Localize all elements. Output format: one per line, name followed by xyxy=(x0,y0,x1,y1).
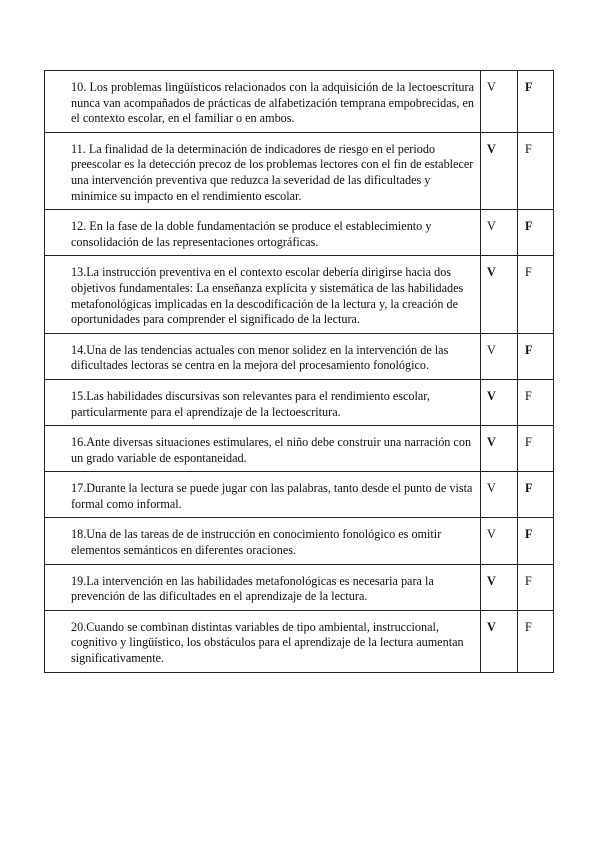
question-text: Una de las tendencias actuales con menor solidez en la intervención de las dificultades lectoras se centra en la mejora del procesamiento fonológico. xyxy=(71,342,449,373)
question-cell xyxy=(45,518,481,564)
option-false[interactable]: F xyxy=(518,426,554,472)
question-row xyxy=(45,472,554,518)
question-cell xyxy=(45,210,481,256)
option-true[interactable]: V xyxy=(481,518,518,564)
option-false[interactable]: F xyxy=(518,256,554,333)
question-row xyxy=(45,333,554,379)
question-cell xyxy=(45,71,481,133)
question-row xyxy=(45,426,554,472)
question-row xyxy=(45,132,554,209)
question-number: 19. xyxy=(71,573,87,588)
question-row xyxy=(45,564,554,610)
question-number: 20. xyxy=(71,619,87,634)
question-row xyxy=(45,610,554,672)
question-text: Cuando se combinan distintas variables de tipo ambiental, instruccional, cognitivo y lingüístico, los obstáculos para el aprendizaje de la lectura aumentan significativamente. xyxy=(71,619,464,666)
option-false[interactable]: F xyxy=(518,564,554,610)
question-text: Las habilidades discursivas son relevantes para el rendimiento escolar, particularmente para el aprendizaje de la lectoescritura. xyxy=(71,388,430,419)
question-row xyxy=(45,518,554,564)
question-text: La intervención en las habilidades metafonológicas es necesaria para la prevención de las dificultades en el aprendizaje de la lectura. xyxy=(71,573,434,604)
option-true[interactable]: V xyxy=(481,71,518,133)
option-false[interactable]: F xyxy=(518,379,554,425)
option-false[interactable]: F xyxy=(518,210,554,256)
question-row xyxy=(45,71,554,133)
option-true[interactable]: V xyxy=(481,333,518,379)
question-number: 11. xyxy=(71,141,86,156)
question-number: 16. xyxy=(71,435,87,450)
question-cell xyxy=(45,610,481,672)
option-true[interactable]: V xyxy=(481,132,518,209)
question-cell xyxy=(45,426,481,472)
option-true[interactable]: V xyxy=(481,210,518,256)
option-false[interactable]: F xyxy=(518,610,554,672)
question-cell xyxy=(45,132,481,209)
question-text: Durante la lectura se puede jugar con las palabras, tanto desde el punto de vista formal como informal. xyxy=(71,481,473,511)
true-false-table-body xyxy=(45,71,554,673)
option-false[interactable]: F xyxy=(518,472,554,518)
question-number: 12. xyxy=(71,219,87,234)
question-row xyxy=(45,379,554,425)
option-false[interactable]: F xyxy=(518,333,554,379)
question-number: 13. xyxy=(71,265,87,280)
question-row xyxy=(45,256,554,333)
option-true[interactable]: V xyxy=(481,379,518,425)
option-true[interactable]: V xyxy=(481,564,518,610)
question-number: 15. xyxy=(71,388,87,403)
question-text: Los problemas lingüísticos relacionados con la adquisición de la lectoescritura nunca van acompañados de prácticas de alfabetización temprana empobrecidas, en el contexto escolar, en el familiar o en ambos. xyxy=(71,80,474,126)
question-text: Ante diversas situaciones estimulares, el niño debe construir una narración con un grado variable de espontaneidad. xyxy=(71,435,472,465)
option-false[interactable]: F xyxy=(518,518,554,564)
question-cell xyxy=(45,472,481,518)
question-cell xyxy=(45,333,481,379)
true-false-table xyxy=(44,70,554,673)
question-row xyxy=(45,210,554,256)
option-true[interactable]: V xyxy=(481,610,518,672)
question-cell xyxy=(45,379,481,425)
question-number: 10. xyxy=(71,80,87,94)
option-true[interactable]: V xyxy=(481,426,518,472)
option-true[interactable]: V xyxy=(481,472,518,518)
question-text: Una de las tareas de de instrucción en conocimiento fonológico es omitir elementos semánticos en diferentes oraciones. xyxy=(71,527,442,558)
question-cell xyxy=(45,256,481,333)
question-number: 14. xyxy=(71,342,87,357)
option-false[interactable]: F xyxy=(518,132,554,209)
option-true[interactable]: V xyxy=(481,256,518,333)
question-text: La finalidad de la determinación de indicadores de riesgo en el periodo preescolar es la detección precoz de los problemas lectores con el fin de establecer una intervención preventiva que reduzca la severidad de las dificultades y minimice su impacto en el rendimiento escolar. xyxy=(71,141,474,203)
question-cell xyxy=(45,564,481,610)
question-number: 18. xyxy=(71,527,87,542)
question-text: La instrucción preventiva en el contexto escolar debería dirigirse hacia dos objetivos fundamentales: La enseñanza explícita y sistemática de las habilidades metafonológicas implicadas en la descodificación de la lectura y, la creación de oportunidades para comprender el significado de la lectura. xyxy=(71,265,464,327)
question-text: En la fase de la doble fundamentación se produce el establecimiento y consolidación de las representaciones ortográficas. xyxy=(71,219,432,249)
question-number: 17. xyxy=(71,481,87,496)
option-false[interactable]: F xyxy=(518,71,554,133)
